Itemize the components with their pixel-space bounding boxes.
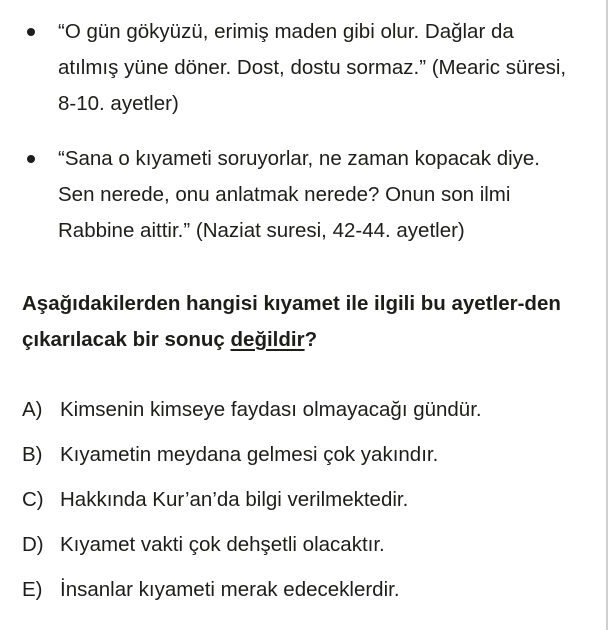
option-c[interactable] bbox=[22, 480, 592, 525]
option-text: Kimsenin kimseye faydası olmayacağı gündür. bbox=[60, 398, 482, 421]
option-letter: D) bbox=[22, 533, 44, 556]
verse-item bbox=[0, 141, 578, 249]
bullet-icon bbox=[27, 28, 35, 36]
option-a[interactable] bbox=[22, 390, 592, 435]
option-text: Kıyamet vakti çok dehşetli olacaktır. bbox=[60, 533, 385, 556]
option-text: İnsanlar kıyameti merak edeceklerdir. bbox=[60, 578, 400, 601]
verse-text: “Sana o kıyameti soruyorlar, ne zaman kopacak diye. Sen nerede, onu anlatmak nerede? Onun son ilmi Rabbine aittir.” (Naziat suresi, 42-44. ayetler) bbox=[58, 147, 540, 242]
option-d[interactable] bbox=[22, 525, 592, 570]
option-letter: C) bbox=[22, 488, 44, 511]
answer-options bbox=[22, 390, 592, 615]
question-negation-word: değildir bbox=[230, 328, 305, 351]
option-e[interactable] bbox=[22, 570, 592, 615]
verse-text: “O gün gökyüzü, erimiş maden gibi olur. Dağlar da atılmış yüne döner. Dost, dostu sormaz.” (Mearic süresi, 8-10. ayetler) bbox=[58, 20, 567, 115]
verse-item bbox=[0, 14, 578, 122]
bullet-icon bbox=[27, 155, 35, 163]
option-letter: B) bbox=[22, 443, 43, 466]
option-letter: E) bbox=[22, 578, 43, 601]
question-stem bbox=[22, 286, 582, 358]
option-text: Kıyametin meydana gelmesi çok yakındır. bbox=[60, 443, 439, 466]
question-text: Aşağıdakilerden hangisi kıyamet ile ilgili bu ayetler-den çıkarılacak bir sonuç bbox=[22, 292, 561, 351]
option-text: Hakkında Kur’an’da bilgi verilmektedir. bbox=[60, 488, 409, 511]
option-letter: A) bbox=[22, 398, 43, 421]
verse-list bbox=[0, 14, 590, 268]
option-b[interactable] bbox=[22, 435, 592, 480]
question-mark: ? bbox=[304, 328, 318, 351]
page-edge-divider bbox=[606, 0, 608, 630]
